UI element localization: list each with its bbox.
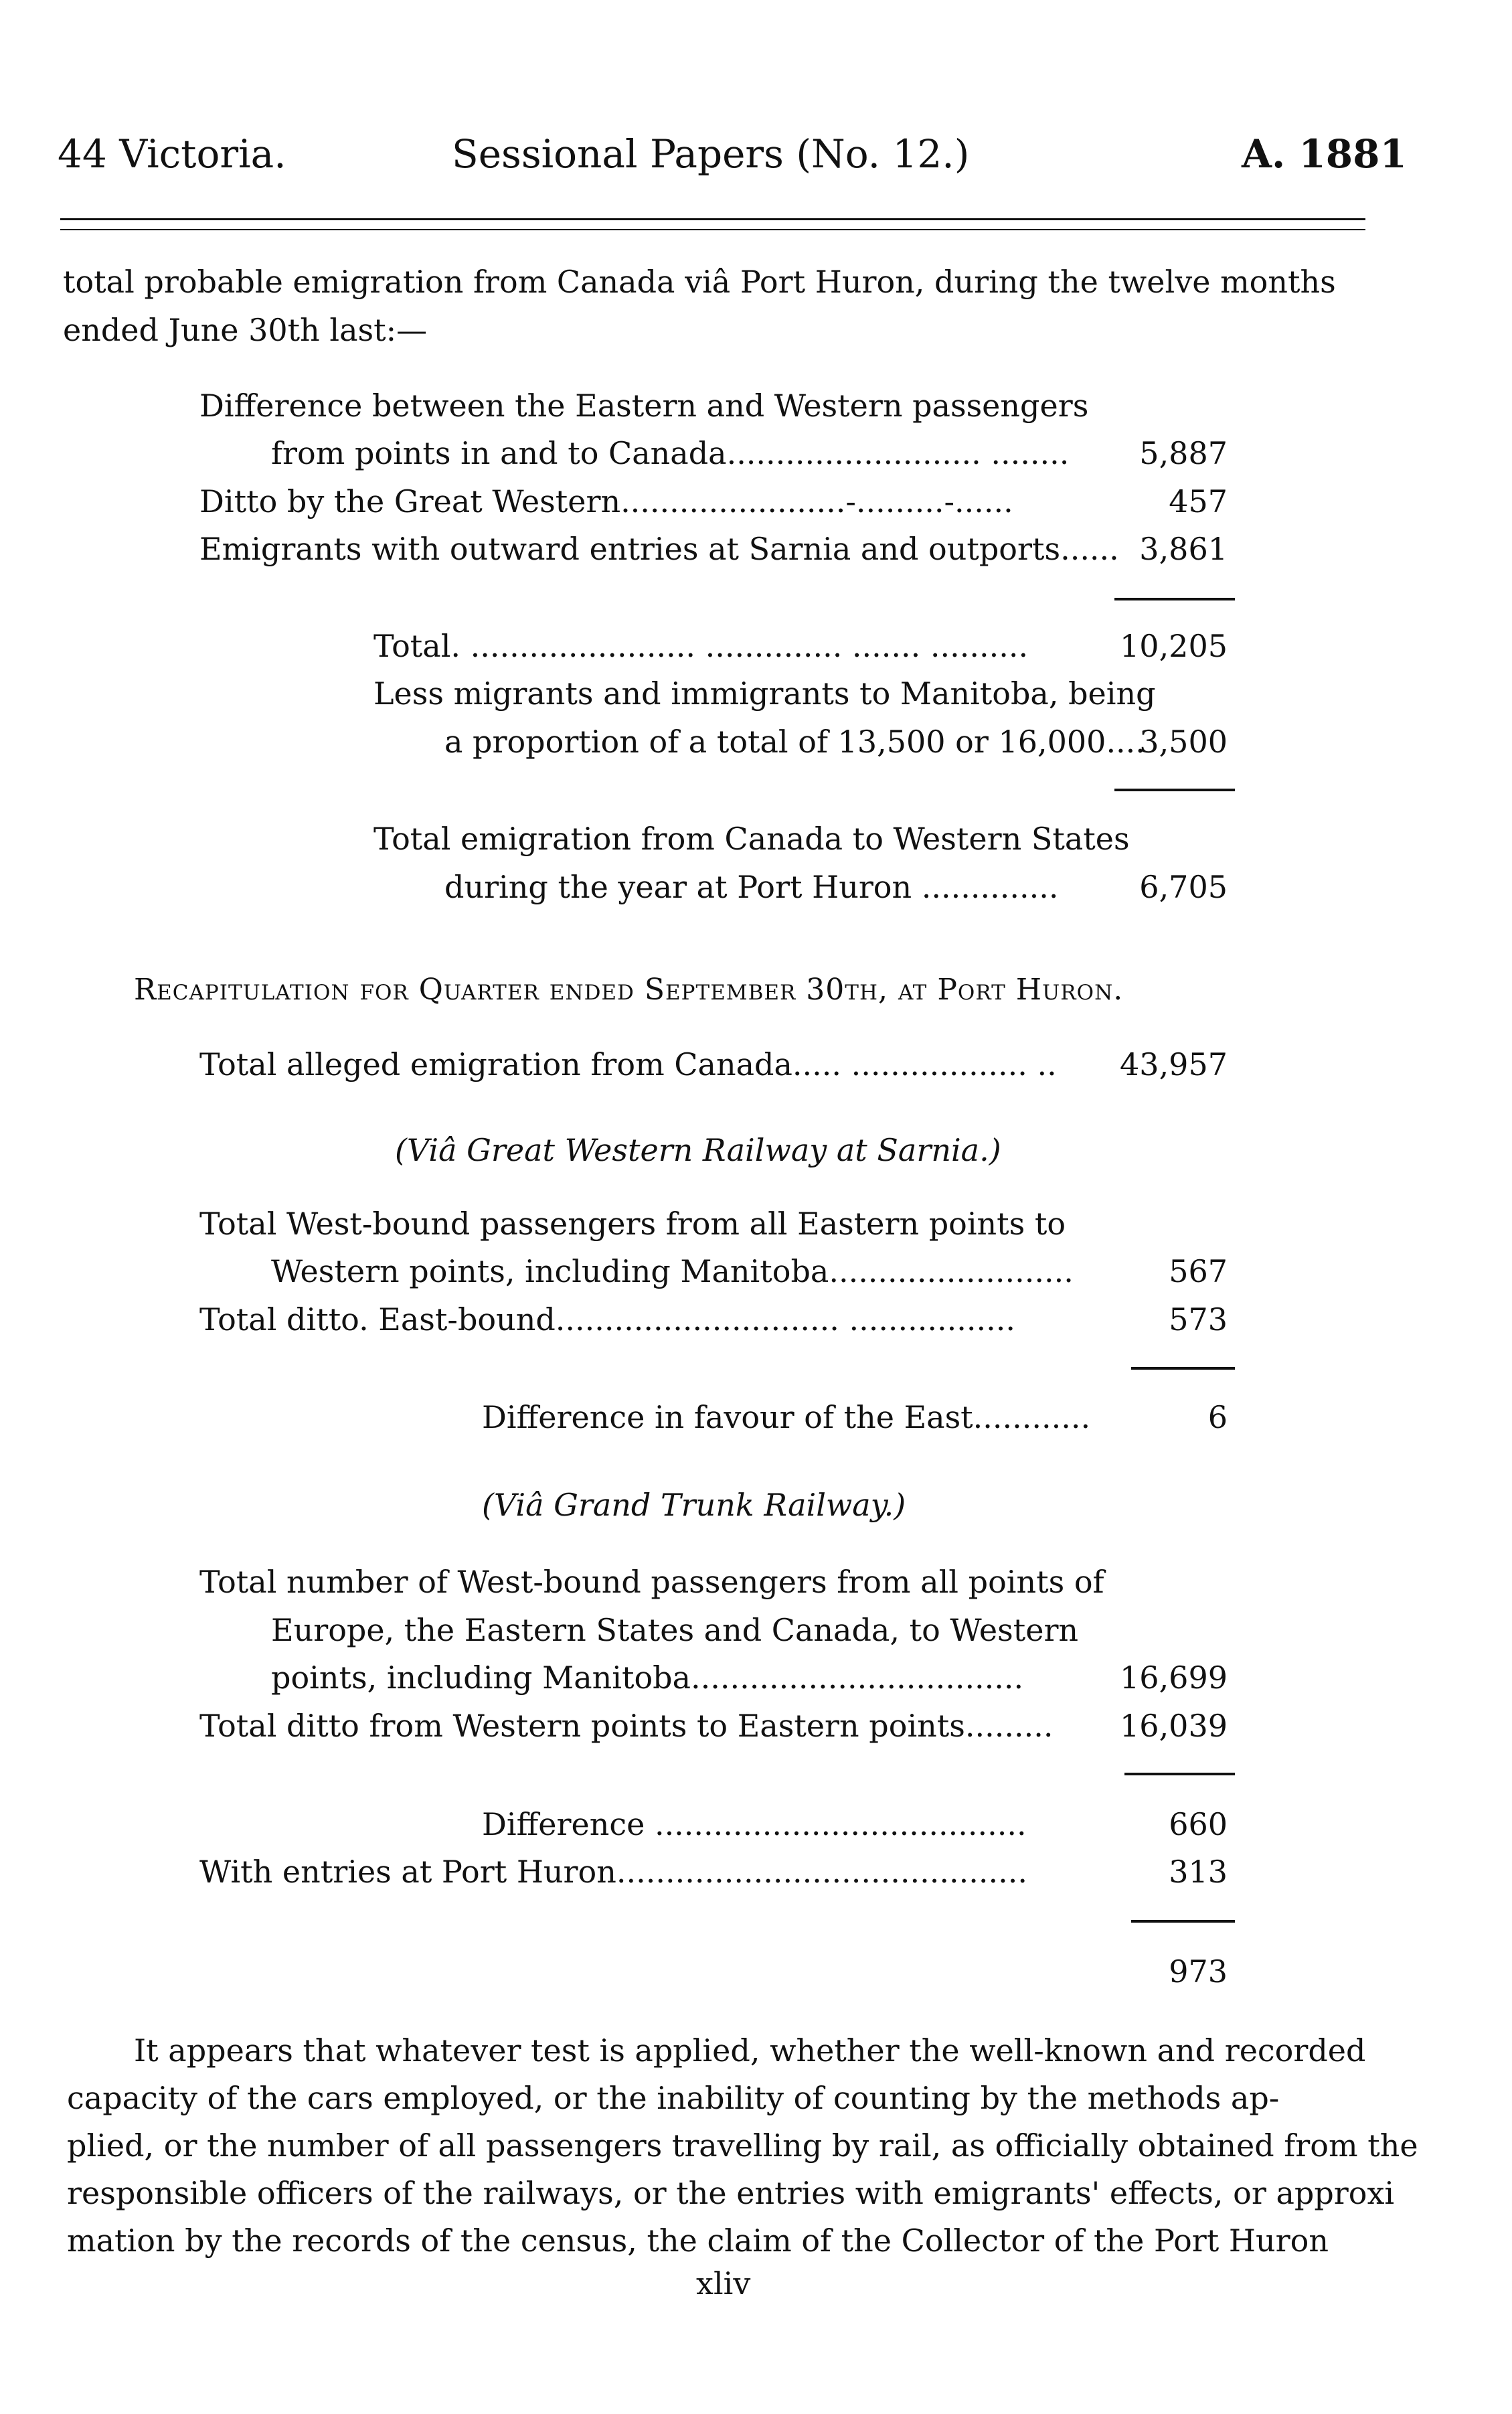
- gw-difference-label: Difference in favour of the East............: [482, 1399, 1091, 1435]
- page-number: xliv: [696, 2265, 751, 2302]
- gt-west-label-a: Total number of West-bound passengers from all points of: [199, 1564, 1104, 1600]
- header-center: Sessional Papers (No. 12.): [452, 131, 970, 177]
- gw-east-label: Total ditto. East-bound............................. .................: [199, 1301, 1016, 1338]
- gt-entries-value: 313: [1169, 1854, 1228, 1890]
- s1-less-value: 3,500: [1139, 724, 1228, 760]
- s1-sum-rule-1: [1114, 598, 1235, 600]
- gt-difference-label: Difference ......................................: [482, 1806, 1027, 1842]
- gw-sum-rule: [1131, 1367, 1235, 1370]
- recap-alleged-value: 43,957: [1120, 1046, 1228, 1082]
- gw-difference-value: 6: [1207, 1399, 1228, 1435]
- gw-west-label-a: Total West-bound passengers from all Eastern points to: [199, 1206, 1066, 1242]
- intro-line-2: ended June 30th last:—: [63, 312, 428, 348]
- header-rule-bottom: [60, 229, 1365, 230]
- s1-row1-value: 5,887: [1139, 435, 1228, 471]
- s1-row2-value: 457: [1169, 483, 1228, 519]
- s1-row1-label-b: from points in and to Canada.......................... ........: [271, 435, 1070, 471]
- s1-less-label-b: a proportion of a total of 13,500 or 16,000....: [444, 724, 1145, 760]
- gt-sum-rule-2: [1131, 1920, 1235, 1923]
- s1-sum-rule-2: [1114, 789, 1235, 791]
- header-right: A. 1881: [1242, 131, 1407, 177]
- gw-east-value: 573: [1169, 1301, 1228, 1338]
- gt-sum-value: 973: [1169, 1953, 1228, 1990]
- recap-heading: Recapitulation for Quarter ended September 30th, at Port Huron.: [134, 973, 1124, 1007]
- closing-line-4: responsible officers of the railways, or the entries with emigrants' effects, or approxi: [67, 2175, 1395, 2211]
- s1-row3-label: Emigrants with outward entries at Sarnia and outports......: [199, 531, 1119, 567]
- s1-emigration-value: 6,705: [1139, 869, 1228, 905]
- gw-west-value: 567: [1169, 1253, 1228, 1289]
- header-left: 44 Victoria.: [58, 131, 286, 177]
- gw-west-label-b: Western points, including Manitoba.........................: [271, 1253, 1074, 1289]
- s1-emigration-label-b: during the year at Port Huron ..............: [444, 869, 1059, 905]
- recap-alleged-label: Total alleged emigration from Canada..... .................. ..: [199, 1046, 1057, 1082]
- gt-difference-value: 660: [1169, 1806, 1228, 1842]
- gt-sum-rule-1: [1124, 1773, 1235, 1775]
- closing-line-2: capacity of the cars employed, or the inability of counting by the methods ap-: [67, 2080, 1280, 2116]
- gt-west-label-c: points, including Manitoba..................................: [271, 1660, 1024, 1696]
- closing-line-1: It appears that whatever test is applied, whether the well-known and recorded: [134, 2032, 1366, 2069]
- s1-total-value: 10,205: [1120, 628, 1228, 664]
- gt-east-label: Total ditto from Western points to Eastern points.........: [199, 1708, 1054, 1744]
- gt-subheading: (Viâ Grand Trunk Railway.): [482, 1487, 906, 1523]
- gw-subheading: (Viâ Great Western Railway at Sarnia.): [395, 1132, 1001, 1168]
- gt-entries-label: With entries at Port Huron..........................................: [199, 1854, 1027, 1890]
- closing-line-5: mation by the records of the census, the claim of the Collector of the Port Huron: [67, 2223, 1329, 2259]
- s1-total-label: Total. ....................... .............. ....... ..........: [373, 628, 1029, 664]
- intro-line-1: total probable emigration from Canada viâ Port Huron, during the twelve months: [63, 264, 1336, 300]
- s1-row3-value: 3,861: [1139, 531, 1228, 567]
- gt-west-label-b: Europe, the Eastern States and Canada, to Western: [271, 1612, 1079, 1648]
- s1-row2-label: Ditto by the Great Western.......................-.........-......: [199, 483, 1013, 519]
- gt-west-value: 16,699: [1120, 1660, 1228, 1696]
- s1-row1-label-a: Difference between the Eastern and Western passengers: [199, 388, 1089, 424]
- header-rule-top: [60, 218, 1365, 220]
- closing-line-3: plied, or the number of all passengers travelling by rail, as officially obtained from the: [67, 2127, 1418, 2164]
- s1-emigration-label-a: Total emigration from Canada to Western States: [373, 821, 1130, 857]
- s1-less-label-a: Less migrants and immigrants to Manitoba, being: [373, 675, 1156, 712]
- gt-east-value: 16,039: [1120, 1708, 1228, 1744]
